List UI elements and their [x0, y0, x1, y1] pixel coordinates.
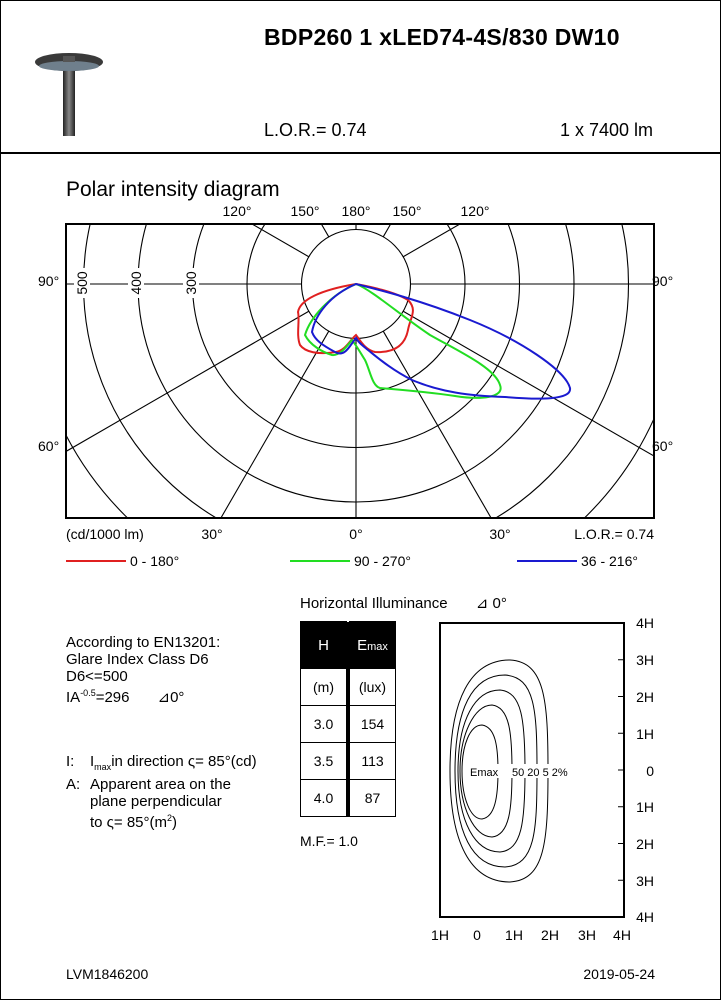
x-label: 2H: [541, 927, 559, 943]
product-title: BDP260 1 xLED74-4S/830 DW10: [264, 24, 620, 50]
illuminance-title-text: Horizontal Illuminance: [300, 595, 448, 612]
table-cell-h: 3.0: [301, 706, 347, 743]
lor-value: L.O.R.= 0.74: [264, 120, 367, 140]
table-cell-h: 4.0: [301, 780, 347, 817]
y-label: 4H: [636, 909, 654, 925]
table-cell-e: 113: [350, 743, 396, 780]
ia-angle: 0°: [170, 689, 185, 706]
y-label: 1H: [636, 799, 654, 815]
angle-label-180: 180°: [341, 203, 371, 219]
table-header-sub: max: [367, 640, 388, 653]
polar-unit: (cd/1000 lm): [66, 526, 144, 542]
angle-label-30-left: 30°: [201, 526, 223, 542]
angle-label-0: 0°: [349, 526, 363, 542]
angle-label-60-left: 60°: [38, 438, 60, 454]
table-cell-h: 3.5: [301, 743, 347, 780]
emax-label: Emax: [470, 767, 499, 779]
definitions: [66, 753, 257, 831]
y-label: 1H: [636, 726, 654, 742]
table-unit-h: (m): [301, 669, 347, 706]
def-a-line: Apparent area on the: [90, 776, 231, 793]
angle-label-150-left: 150°: [290, 203, 320, 219]
def-a-exp: 2: [167, 813, 173, 823]
table-unit-e: (lux): [350, 669, 396, 706]
ia-prefix: IA: [66, 689, 81, 706]
table-cell-e: 87: [350, 780, 396, 817]
document-date: 2019-05-24: [583, 966, 655, 982]
angle-label-150-right: 150°: [392, 203, 422, 219]
angle-label-30-right: 30°: [489, 526, 511, 542]
document-code: LVM1846200: [66, 966, 149, 982]
contour-percent-labels: 50 20 5 2%: [512, 767, 568, 779]
def-i-sub: max: [94, 762, 112, 772]
angle-label-120-right: 120°: [460, 203, 490, 219]
x-label: 0: [473, 927, 481, 943]
radial-label-400: 400: [128, 271, 144, 295]
angle-icon: ⊿: [475, 595, 489, 612]
angle-label-120-left: 120°: [222, 203, 252, 219]
luminous-flux: 1 x 7400 lm: [560, 120, 654, 140]
def-a-line: plane perpendicular: [90, 793, 222, 810]
legend-label-0-180: 0 - 180°: [130, 553, 180, 569]
y-label: 2H: [636, 689, 654, 705]
radial-label-500: 500: [74, 271, 90, 295]
table-cell-e: 154: [350, 706, 396, 743]
y-label: 2H: [636, 836, 654, 852]
def-a-pre: to ς= 85°(m: [90, 814, 168, 831]
angle-label-60-right: 60°: [652, 438, 674, 454]
ia-value: =296: [95, 689, 130, 706]
angle-label-90-right: 90°: [652, 273, 674, 289]
x-label: 1H: [431, 927, 449, 943]
glare-line: Glare Index Class D6: [66, 651, 209, 668]
legend-label-36-216: 36 - 216°: [581, 553, 638, 569]
glare-ia: [66, 685, 220, 706]
def-a-post: ): [172, 814, 178, 831]
angle-icon: ⊿: [157, 689, 171, 706]
angle-label-90-left: 90°: [38, 273, 60, 289]
polar-title: Polar intensity diagram: [66, 178, 280, 201]
maintenance-factor: M.F.= 1.0: [300, 833, 358, 849]
table-header-h: H: [301, 622, 347, 669]
polar-lor: L.O.R.= 0.74: [574, 526, 654, 542]
y-label: 3H: [636, 873, 654, 889]
def-key-i: I:: [66, 753, 75, 770]
glare-line: According to EN13201:: [66, 634, 221, 651]
x-label: 1H: [505, 927, 523, 943]
glare-info: [66, 634, 220, 706]
illuminance-angle: 0°: [492, 595, 507, 612]
y-label: 4H: [636, 615, 654, 631]
legend-label-90-270: 90 - 270°: [354, 553, 411, 569]
y-label: 0: [646, 763, 654, 779]
def-key-a: A:: [66, 776, 81, 793]
table-header-e: E: [357, 636, 368, 654]
x-label: 3H: [578, 927, 596, 943]
def-i-post: in direction ς= 85°(cd): [111, 753, 257, 770]
def-i-pre: I: [90, 753, 95, 770]
ia-exponent: -0.5: [80, 688, 96, 698]
radial-label-300: 300: [183, 271, 199, 295]
y-label: 3H: [636, 652, 654, 668]
glare-line: D6<=500: [66, 668, 128, 685]
x-label: 4H: [613, 927, 631, 943]
